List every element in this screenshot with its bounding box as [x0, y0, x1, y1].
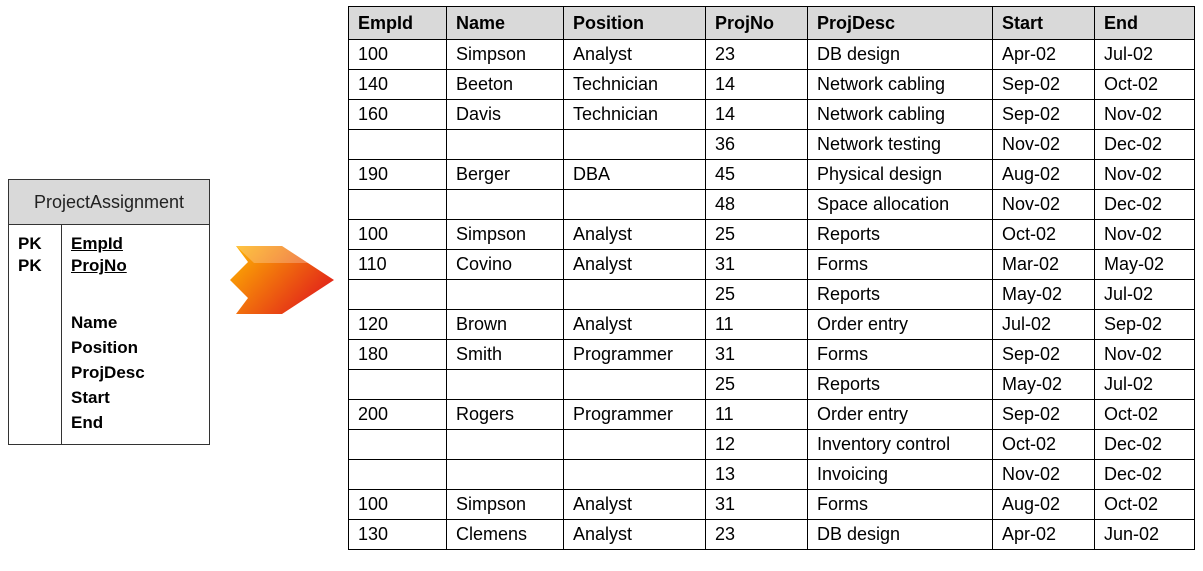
table-cell-empid: 110 [349, 250, 447, 280]
table-cell-projno: 23 [706, 40, 808, 70]
table-cell-end: Nov-02 [1095, 220, 1195, 250]
table-cell-end: Oct-02 [1095, 400, 1195, 430]
project-assignment-table [348, 6, 1195, 550]
key-attribute-empid: EmpId [71, 234, 123, 253]
table-cell-end: Dec-02 [1095, 430, 1195, 460]
table-cell-empid: 160 [349, 100, 447, 130]
table-cell-name: Covino [447, 250, 564, 280]
table-row [349, 130, 1195, 160]
table-row [349, 460, 1195, 490]
table-cell-name: Smith [447, 340, 564, 370]
entity-attribute-row [9, 336, 209, 360]
table-cell-projdesc: Reports [808, 220, 993, 250]
table-cell-start: Jul-02 [993, 310, 1095, 340]
table-cell-end: Jul-02 [1095, 280, 1195, 310]
table-cell-projdesc: Reports [808, 280, 993, 310]
table-cell-projno: 25 [706, 370, 808, 400]
column-header-end: End [1095, 7, 1195, 40]
entity-box-project-assignment [8, 179, 210, 445]
column-header-start: Start [993, 7, 1095, 40]
table-cell-projdesc: DB design [808, 40, 993, 70]
table-row [349, 250, 1195, 280]
pk-marker: PK [18, 256, 42, 275]
table-cell-name [447, 460, 564, 490]
table-cell-name: Beeton [447, 70, 564, 100]
table-row [349, 190, 1195, 220]
table-row [349, 100, 1195, 130]
attribute-position: Position [71, 338, 139, 357]
table-cell-start: Aug-02 [993, 490, 1095, 520]
entity-attribute-row [9, 386, 209, 410]
table-cell-start: Apr-02 [993, 520, 1095, 550]
table-cell-start: May-02 [993, 280, 1095, 310]
table-cell-end: Sep-02 [1095, 310, 1195, 340]
table-cell-empid [349, 460, 447, 490]
table-cell-position: Programmer [564, 340, 706, 370]
table-cell-empid: 100 [349, 490, 447, 520]
table-cell-projno: 23 [706, 520, 808, 550]
table-cell-empid: 120 [349, 310, 447, 340]
table-cell-start: Sep-02 [993, 340, 1095, 370]
table-cell-end: Dec-02 [1095, 190, 1195, 220]
table-cell-projno: 36 [706, 130, 808, 160]
table-cell-name [447, 130, 564, 160]
table-row [349, 340, 1195, 370]
column-header-projno: ProjNo [706, 7, 808, 40]
table-row [349, 280, 1195, 310]
attribute-projdesc: ProjDesc [71, 363, 145, 382]
table-cell-projdesc: Network testing [808, 130, 993, 160]
table-row [349, 400, 1195, 430]
table-cell-empid [349, 370, 447, 400]
table-cell-projno: 13 [706, 460, 808, 490]
table-cell-end: Nov-02 [1095, 340, 1195, 370]
column-header-empid: EmpId [349, 7, 447, 40]
table-cell-empid [349, 430, 447, 460]
table-cell-projdesc: DB design [808, 520, 993, 550]
table-cell-projno: 31 [706, 490, 808, 520]
table-cell-empid [349, 280, 447, 310]
table-row [349, 40, 1195, 70]
table-cell-position [564, 460, 706, 490]
table-cell-name [447, 430, 564, 460]
table-cell-projno: 31 [706, 340, 808, 370]
attribute-end: End [71, 413, 104, 432]
column-header-position: Position [564, 7, 706, 40]
table-header-row [349, 7, 1195, 40]
table-cell-position: Analyst [564, 490, 706, 520]
table-cell-end: Dec-02 [1095, 130, 1195, 160]
table-row [349, 70, 1195, 100]
table-cell-start: Oct-02 [993, 430, 1095, 460]
attribute-start: Start [71, 388, 110, 407]
table-cell-projdesc: Physical design [808, 160, 993, 190]
table-cell-start: Mar-02 [993, 250, 1095, 280]
pk-marker: PK [18, 234, 42, 253]
column-header-projdesc: ProjDesc [808, 7, 993, 40]
table-cell-name [447, 280, 564, 310]
table-cell-start: Nov-02 [993, 460, 1095, 490]
entity-key-row [9, 254, 209, 278]
table-cell-empid: 200 [349, 400, 447, 430]
table-cell-empid: 140 [349, 70, 447, 100]
table-cell-empid: 100 [349, 220, 447, 250]
table-cell-end: Oct-02 [1095, 70, 1195, 100]
table-cell-empid: 180 [349, 340, 447, 370]
table-cell-start: Aug-02 [993, 160, 1095, 190]
entity-attribute-row [9, 411, 209, 435]
table-cell-projdesc: Forms [808, 250, 993, 280]
table-cell-name: Simpson [447, 40, 564, 70]
table-cell-position: Analyst [564, 310, 706, 340]
table-cell-end: Jul-02 [1095, 40, 1195, 70]
table-row [349, 520, 1195, 550]
table-cell-projdesc: Order entry [808, 400, 993, 430]
table-cell-projno: 14 [706, 100, 808, 130]
column-header-name: Name [447, 7, 564, 40]
table-cell-name [447, 190, 564, 220]
table-cell-position [564, 190, 706, 220]
table-cell-end: Oct-02 [1095, 490, 1195, 520]
table-cell-empid: 190 [349, 160, 447, 190]
table-cell-position [564, 430, 706, 460]
table-cell-start: Nov-02 [993, 190, 1095, 220]
table-cell-start: Sep-02 [993, 100, 1095, 130]
table-cell-name: Simpson [447, 490, 564, 520]
table-row [349, 160, 1195, 190]
table-cell-start: May-02 [993, 370, 1095, 400]
table-cell-start: Nov-02 [993, 130, 1095, 160]
table-cell-name: Davis [447, 100, 564, 130]
table-cell-projdesc: Network cabling [808, 100, 993, 130]
table-cell-projdesc: Network cabling [808, 70, 993, 100]
attribute-name: Name [71, 313, 118, 332]
table-row [349, 430, 1195, 460]
table-cell-projno: 12 [706, 430, 808, 460]
table-cell-name: Berger [447, 160, 564, 190]
entity-attribute-row [9, 311, 209, 335]
table-cell-projno: 11 [706, 400, 808, 430]
arrow-highlight [236, 246, 308, 263]
key-attribute-projno: ProjNo [71, 256, 127, 275]
table-cell-position [564, 130, 706, 160]
table-cell-end: Jul-02 [1095, 370, 1195, 400]
table-row [349, 310, 1195, 340]
table-cell-name: Brown [447, 310, 564, 340]
table-cell-position: Analyst [564, 520, 706, 550]
entity-title: ProjectAssignment [9, 180, 209, 225]
table-cell-projdesc: Forms [808, 340, 993, 370]
table-cell-end: Nov-02 [1095, 160, 1195, 190]
table-cell-projno: 25 [706, 220, 808, 250]
table-cell-projdesc: Invoicing [808, 460, 993, 490]
table-cell-projno: 11 [706, 310, 808, 340]
table-cell-name: Clemens [447, 520, 564, 550]
table-cell-start: Sep-02 [993, 70, 1095, 100]
table-cell-position: Technician [564, 100, 706, 130]
table-cell-projno: 48 [706, 190, 808, 220]
entity-key-row [9, 232, 209, 256]
table-cell-end: May-02 [1095, 250, 1195, 280]
table-cell-empid [349, 190, 447, 220]
table-cell-name: Simpson [447, 220, 564, 250]
table-cell-position [564, 280, 706, 310]
table-cell-end: Nov-02 [1095, 100, 1195, 130]
table-cell-position: DBA [564, 160, 706, 190]
table-cell-empid [349, 130, 447, 160]
table-cell-position: Analyst [564, 250, 706, 280]
table-cell-position: Analyst [564, 40, 706, 70]
table-cell-projno: 45 [706, 160, 808, 190]
right-arrow-icon [230, 244, 334, 316]
table-body [349, 40, 1195, 550]
table-cell-projno: 14 [706, 70, 808, 100]
table-cell-position: Technician [564, 70, 706, 100]
table-cell-position [564, 370, 706, 400]
table-cell-projdesc: Space allocation [808, 190, 993, 220]
table-cell-start: Oct-02 [993, 220, 1095, 250]
table-row [349, 490, 1195, 520]
table-cell-end: Dec-02 [1095, 460, 1195, 490]
entity-attribute-row [9, 361, 209, 385]
table-cell-name: Rogers [447, 400, 564, 430]
table-cell-projno: 31 [706, 250, 808, 280]
table-cell-position: Analyst [564, 220, 706, 250]
entity-body [9, 225, 209, 444]
table-row [349, 220, 1195, 250]
table-cell-projdesc: Order entry [808, 310, 993, 340]
table-cell-projdesc: Forms [808, 490, 993, 520]
table-cell-empid: 100 [349, 40, 447, 70]
table-cell-end: Jun-02 [1095, 520, 1195, 550]
table-cell-position: Programmer [564, 400, 706, 430]
table-cell-name [447, 370, 564, 400]
table-cell-empid: 130 [349, 520, 447, 550]
table-cell-start: Sep-02 [993, 400, 1095, 430]
table-cell-start: Apr-02 [993, 40, 1095, 70]
table-cell-projdesc: Reports [808, 370, 993, 400]
table-cell-projno: 25 [706, 280, 808, 310]
table-cell-projdesc: Inventory control [808, 430, 993, 460]
table-row [349, 370, 1195, 400]
